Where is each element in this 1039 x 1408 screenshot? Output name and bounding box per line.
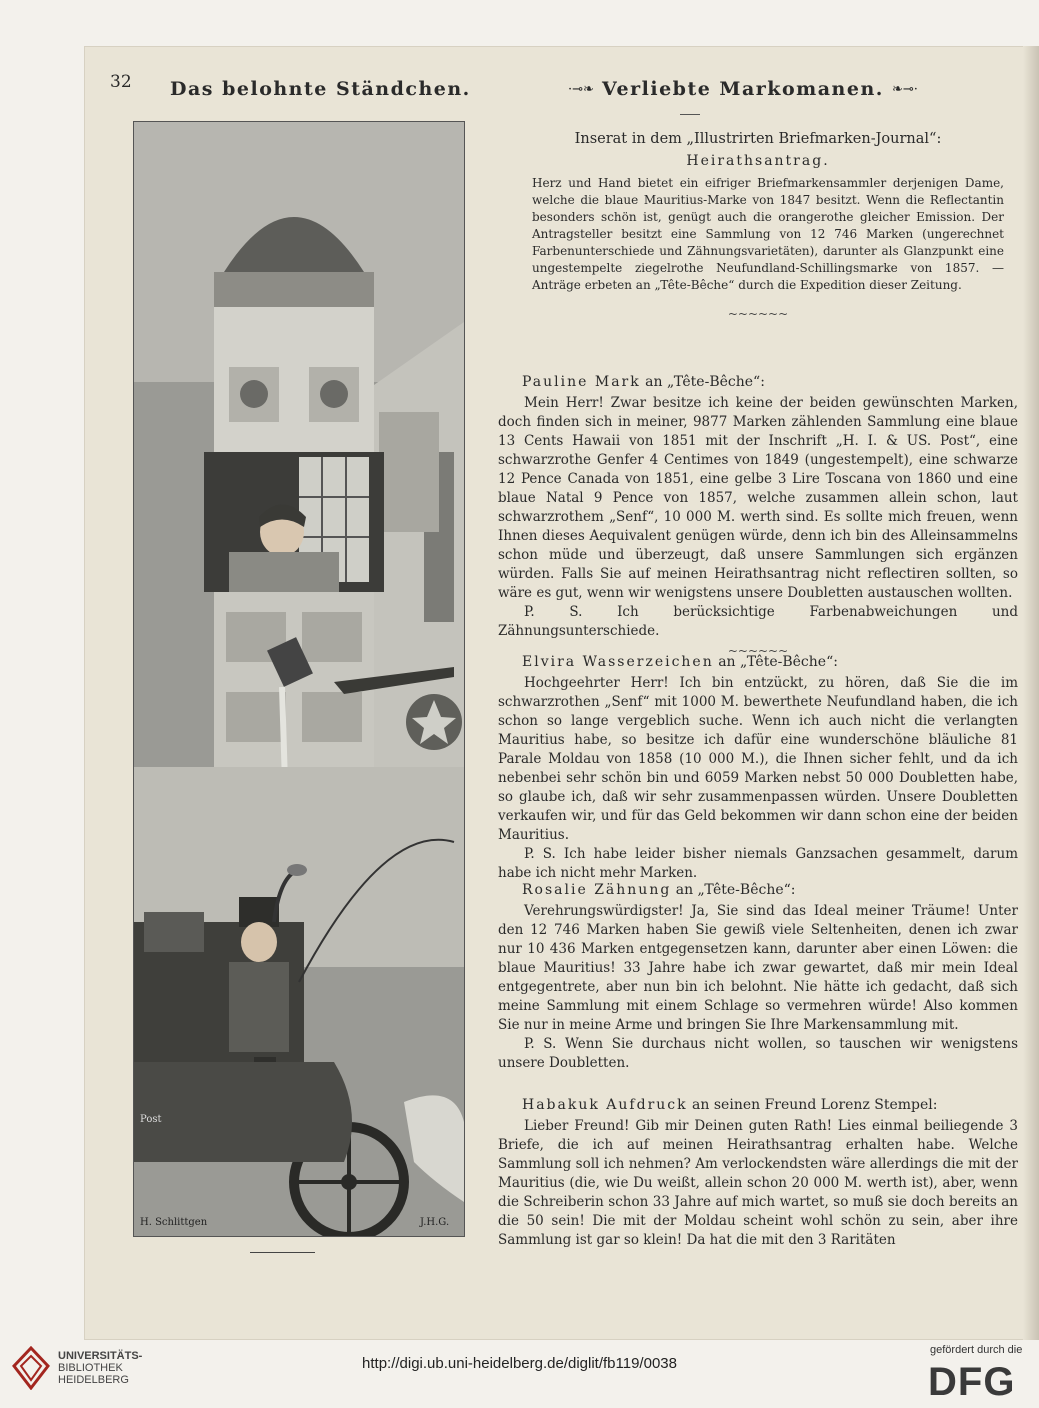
- illustration-drawing: [134, 122, 464, 1236]
- letter-paragraph: Lieber Freund! Gib mir Deinen guten Rath! Lies einmal beiliegende 3 Briefe, die ich auf meinen Heirathsantrag erhalten habe. Welche Sammlung soll ich nehmen? Am verlockendsten wäre allerdings die mit der Mauritius (die, wie Du weißt, allein schon 20 000 M. werth ist), aber, wenn die Schreiberin schon 33 Jahre auf mich wartet, so muß sie doch bereits an die 50 sein! Die mit der Moldau scheint wohl schön zu sein, aber ihre Sammlung ist gar so klein! Da hat die mit den 3 Raritäten: [498, 1118, 1018, 1248]
- letter-sender: Pauline Mark: [522, 374, 641, 390]
- viewer-footer: [0, 1340, 1039, 1408]
- letter-postscript: P. S. Ich habe leider bisher niemals Ganzsachen gesammelt, darum habe ich nicht mehr Marken.: [498, 846, 1018, 881]
- letter-rosalie: [498, 882, 1018, 1073]
- ornament-left: ·⊸❧: [568, 82, 594, 97]
- letter-sender: Elvira Wasserzeichen: [522, 654, 714, 670]
- library-name-line1: UNIVERSITÄTS-: [58, 1350, 143, 1362]
- letter-postscript: P. S. Wenn Sie durchaus nicht wollen, so tauschen wir wenigstens unsere Doubletten.: [498, 1036, 1018, 1071]
- funding-note: gefördert durch die: [930, 1344, 1023, 1356]
- library-name-line3: HEIDELBERG: [58, 1374, 129, 1386]
- coach-sign-text: Post: [140, 1114, 162, 1125]
- letter-recipient: an „Tête-Bêche“:: [640, 374, 765, 390]
- inserat-intro: Inserat in dem „Illustrirten Briefmarken-Journal“:: [574, 131, 942, 147]
- letter-sender: Rosalie Zähnung: [522, 882, 672, 898]
- letter-recipient: an „Tête-Bêche“:: [671, 882, 796, 898]
- inserat-block: [498, 131, 1018, 320]
- source-url-link[interactable]: http://digi.ub.uni-heidelberg.de/diglit/fb119/0038: [362, 1355, 677, 1372]
- letter-postscript: P. S. Ich berücksichtige Farbenabweichungen und Zähnungsunterschiede.: [498, 604, 1018, 639]
- artist-signature: H. Schlittgen: [140, 1217, 208, 1228]
- ornament-right: ❧⊸·: [892, 82, 918, 97]
- letter-heading: [522, 882, 1018, 898]
- letter-heading: [522, 374, 1018, 390]
- library-name-line2: BIBLIOTHEK: [58, 1362, 123, 1374]
- inserat-title: Heirathsantrag.: [686, 153, 830, 169]
- separator: ~~~~~~: [727, 307, 789, 321]
- dfg-logo: DFG: [928, 1360, 1016, 1404]
- letter-habakuk: [498, 1097, 1018, 1250]
- letter-heading: [522, 1097, 1018, 1113]
- illustration-title: Das belohnte Ständchen.: [170, 78, 471, 100]
- letter-sender: Habakuk Aufdruck: [522, 1097, 688, 1113]
- separator: ~~~~~~: [727, 644, 789, 658]
- letter-recipient: an seinen Freund Lorenz Stempel:: [687, 1097, 938, 1113]
- letter-pauline: [498, 374, 1018, 657]
- page-number: 32: [110, 72, 132, 92]
- letter-elvira: [498, 654, 1018, 883]
- letter-recipient: an „Tête-Bêche“:: [713, 654, 838, 670]
- letter-paragraph: Mein Herr! Zwar besitze ich keine der beiden gewünschten Marken, doch finden sich in meiner, 9877 Marken zählenden Sammlung eine blaue 13 Cents Hawaii von 1851 mit der Inschrift „H. I. & US. Post“, eine schwarzrothe Genfer 4 Centimes von 1849 (ungestempelt), eine schwarze 12 Pence Canada von 1851, eine gelbe 3 Lire Toscana von 1860 und eine blaue Natal 9 Pence von 1857, welche zusammen allein schon, laut schwarzrothem „Senf“, 10 000 M. werth sind. Es sollte mich freuen, wenn Ihnen dieses Aequivalent genügen würde, denn ich bin des Alleinsammelns schon müde und überzeugt, daß unsere Sammlungen sich ergänzen würden. Falls Sie auf meinen Heirathsantrag nicht reflectiren sollten, so wäre es gut, wenn wir wenigstens unsere Doubletten austauschen wollten.: [498, 395, 1018, 601]
- letter-paragraph: Verehrungswürdigster! Ja, Sie sind das Ideal meiner Träume! Unter den 12 746 Marken haben Sie gewiß viele Seltenheiten, denen ich zwar nur 10 436 Marken entgegensetzen kann, darunter aber einen Löwen: die blaue Mauritius! 33 Jahre habe ich zwar gewartet, daß mir mein Ideal entgegentrete, aber nun bin ich belohnt. Nie hätte ich gedacht, daß sich meine Sammlung mit einem Schlage so vermehren würde! Also kommen Sie nur in meine Arme und bringen Sie Ihre Markensammlung mit.: [498, 903, 1018, 1033]
- letter-paragraph: Hochgeehrter Herr! Ich bin entzückt, zu hören, daß Sie die im schwarzrothen „Senf“ mit 1000 M. bewerthete Neufundland haben, die ich schon so lange vergeblich suche. Wenn ich auch nicht die verlangten Mauritius habe, so besitze ich dafür eine wunderschöne bläuliche 81 Parale Moldau von 1858 (10 000 M.), die Ihnen sicher fehlt, und da ich nebenbei sehr schön bin und 6059 Marken nebst 50 000 Doubletten habe, so glaube ich, daß wir sehr zusammenpassen würden. Unsere Doubletten verkaufen wir, und für das Geld bekommen wir dann schon eine der beiden Mauritius.: [498, 675, 1018, 843]
- artist-monogram: J.H.G.: [420, 1217, 450, 1228]
- illustration-rule: [250, 1252, 315, 1253]
- inserat-text: Herz und Hand bietet ein eifriger Briefmarkensammler derjenigen Dame, welche die blaue Mauritius-Marke von 1847 besitzt. Wenn die Reflectantin besonders schön ist, genügt auch die orangerothe gleicher Emission. Der Antragsteller besitzt eine Sammlung von 12 746 Marken (ungerechnet Farbenunterschiede und Zähnungsvarietäten), darunter als Glanzpunkt eine ungestempelte ziegelrothe Neufundland-Schillingsmarke von 1857. — Anträge erbeten an „Tête-Bêche“ durch die Expedition dieser Zeitung.: [532, 176, 1004, 292]
- article-title-text: Verliebte Markomanen.: [602, 78, 884, 100]
- title-rule: [680, 114, 700, 115]
- illustration: [133, 121, 465, 1237]
- article-title: [568, 78, 918, 100]
- letter-heading: [522, 654, 1018, 670]
